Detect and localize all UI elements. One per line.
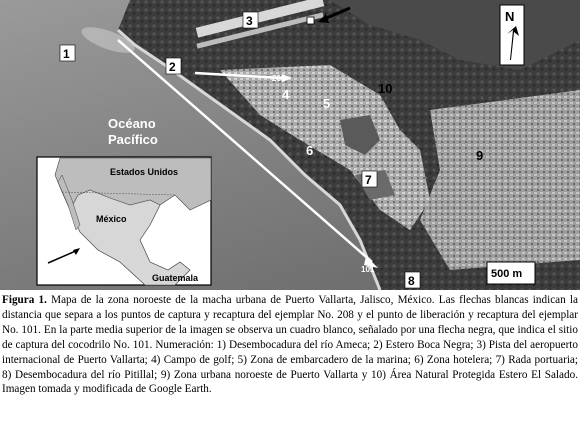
inset-label-guatemala: Guatemala [152, 273, 199, 283]
label-10: 10 [378, 81, 393, 96]
svg-text:8: 8 [408, 274, 415, 288]
svg-text:500 m: 500 m [491, 268, 523, 280]
label-7 [362, 171, 377, 187]
scale-bar [487, 262, 535, 284]
north-arrow [500, 5, 524, 65]
svg-text:N: N [505, 9, 515, 24]
caption-text: Mapa de la zona noroeste de la macha urbana de Puerto Vallarta, Jalisco, México. Las flechas blancas indican la distancia que separa a los puntos de captura y recaptura del ejemplar No. 208 y el punto de liberación y recaptura del ejemplar No. 101. En la parte media superior de la imagen se observa un cuadro blanco, señalado por una flecha negra, que indica el sitio de captura del cocodrilo No. 101. Numeración: 1) Desembocadura del río Ameca; 2) Estero Boca Negra; 3) Pista del aeropuerto internacional de Puerto Vallarta; 4) Campo de golf; 5) Zona de embarcadero de la marina; 6) Zona hotelera; 7) Rada portuaria; 8) Desembocadura del río Pitillal; 9) Zona urbana noroeste de Puerto Vallarta y 10) Área Natural Protegida Estero El Salado. Imagen tomada y modificada de Google Earth. [2, 294, 578, 396]
svg-text:1: 1 [63, 47, 70, 61]
tag-101: 101 [361, 265, 375, 274]
label-6: 6 [306, 143, 314, 158]
ocean-label-line1: Océano [108, 116, 156, 131]
svg-text:7: 7 [365, 173, 372, 187]
label-3 [243, 12, 258, 28]
urban-zone-northwest [420, 90, 580, 270]
label-1 [60, 45, 75, 61]
caption-label: Figura 1. [2, 294, 47, 306]
capture-site-square [307, 17, 314, 24]
label-9: 9 [476, 148, 484, 163]
inset-label-usa: Estados Unidos [110, 167, 179, 177]
inset-map [37, 157, 211, 285]
inset-label-mexico: México [96, 214, 127, 224]
svg-text:2: 2 [169, 60, 176, 74]
ocean-label-line2: Pacífico [108, 132, 158, 147]
label-8 [405, 272, 420, 288]
label-2 [166, 58, 181, 74]
tag-208: 208 [272, 74, 286, 83]
svg-text:3: 3 [246, 14, 253, 28]
figure-caption [2, 293, 578, 397]
label-5: 5 [323, 96, 331, 111]
label-4: 4 [282, 87, 290, 102]
